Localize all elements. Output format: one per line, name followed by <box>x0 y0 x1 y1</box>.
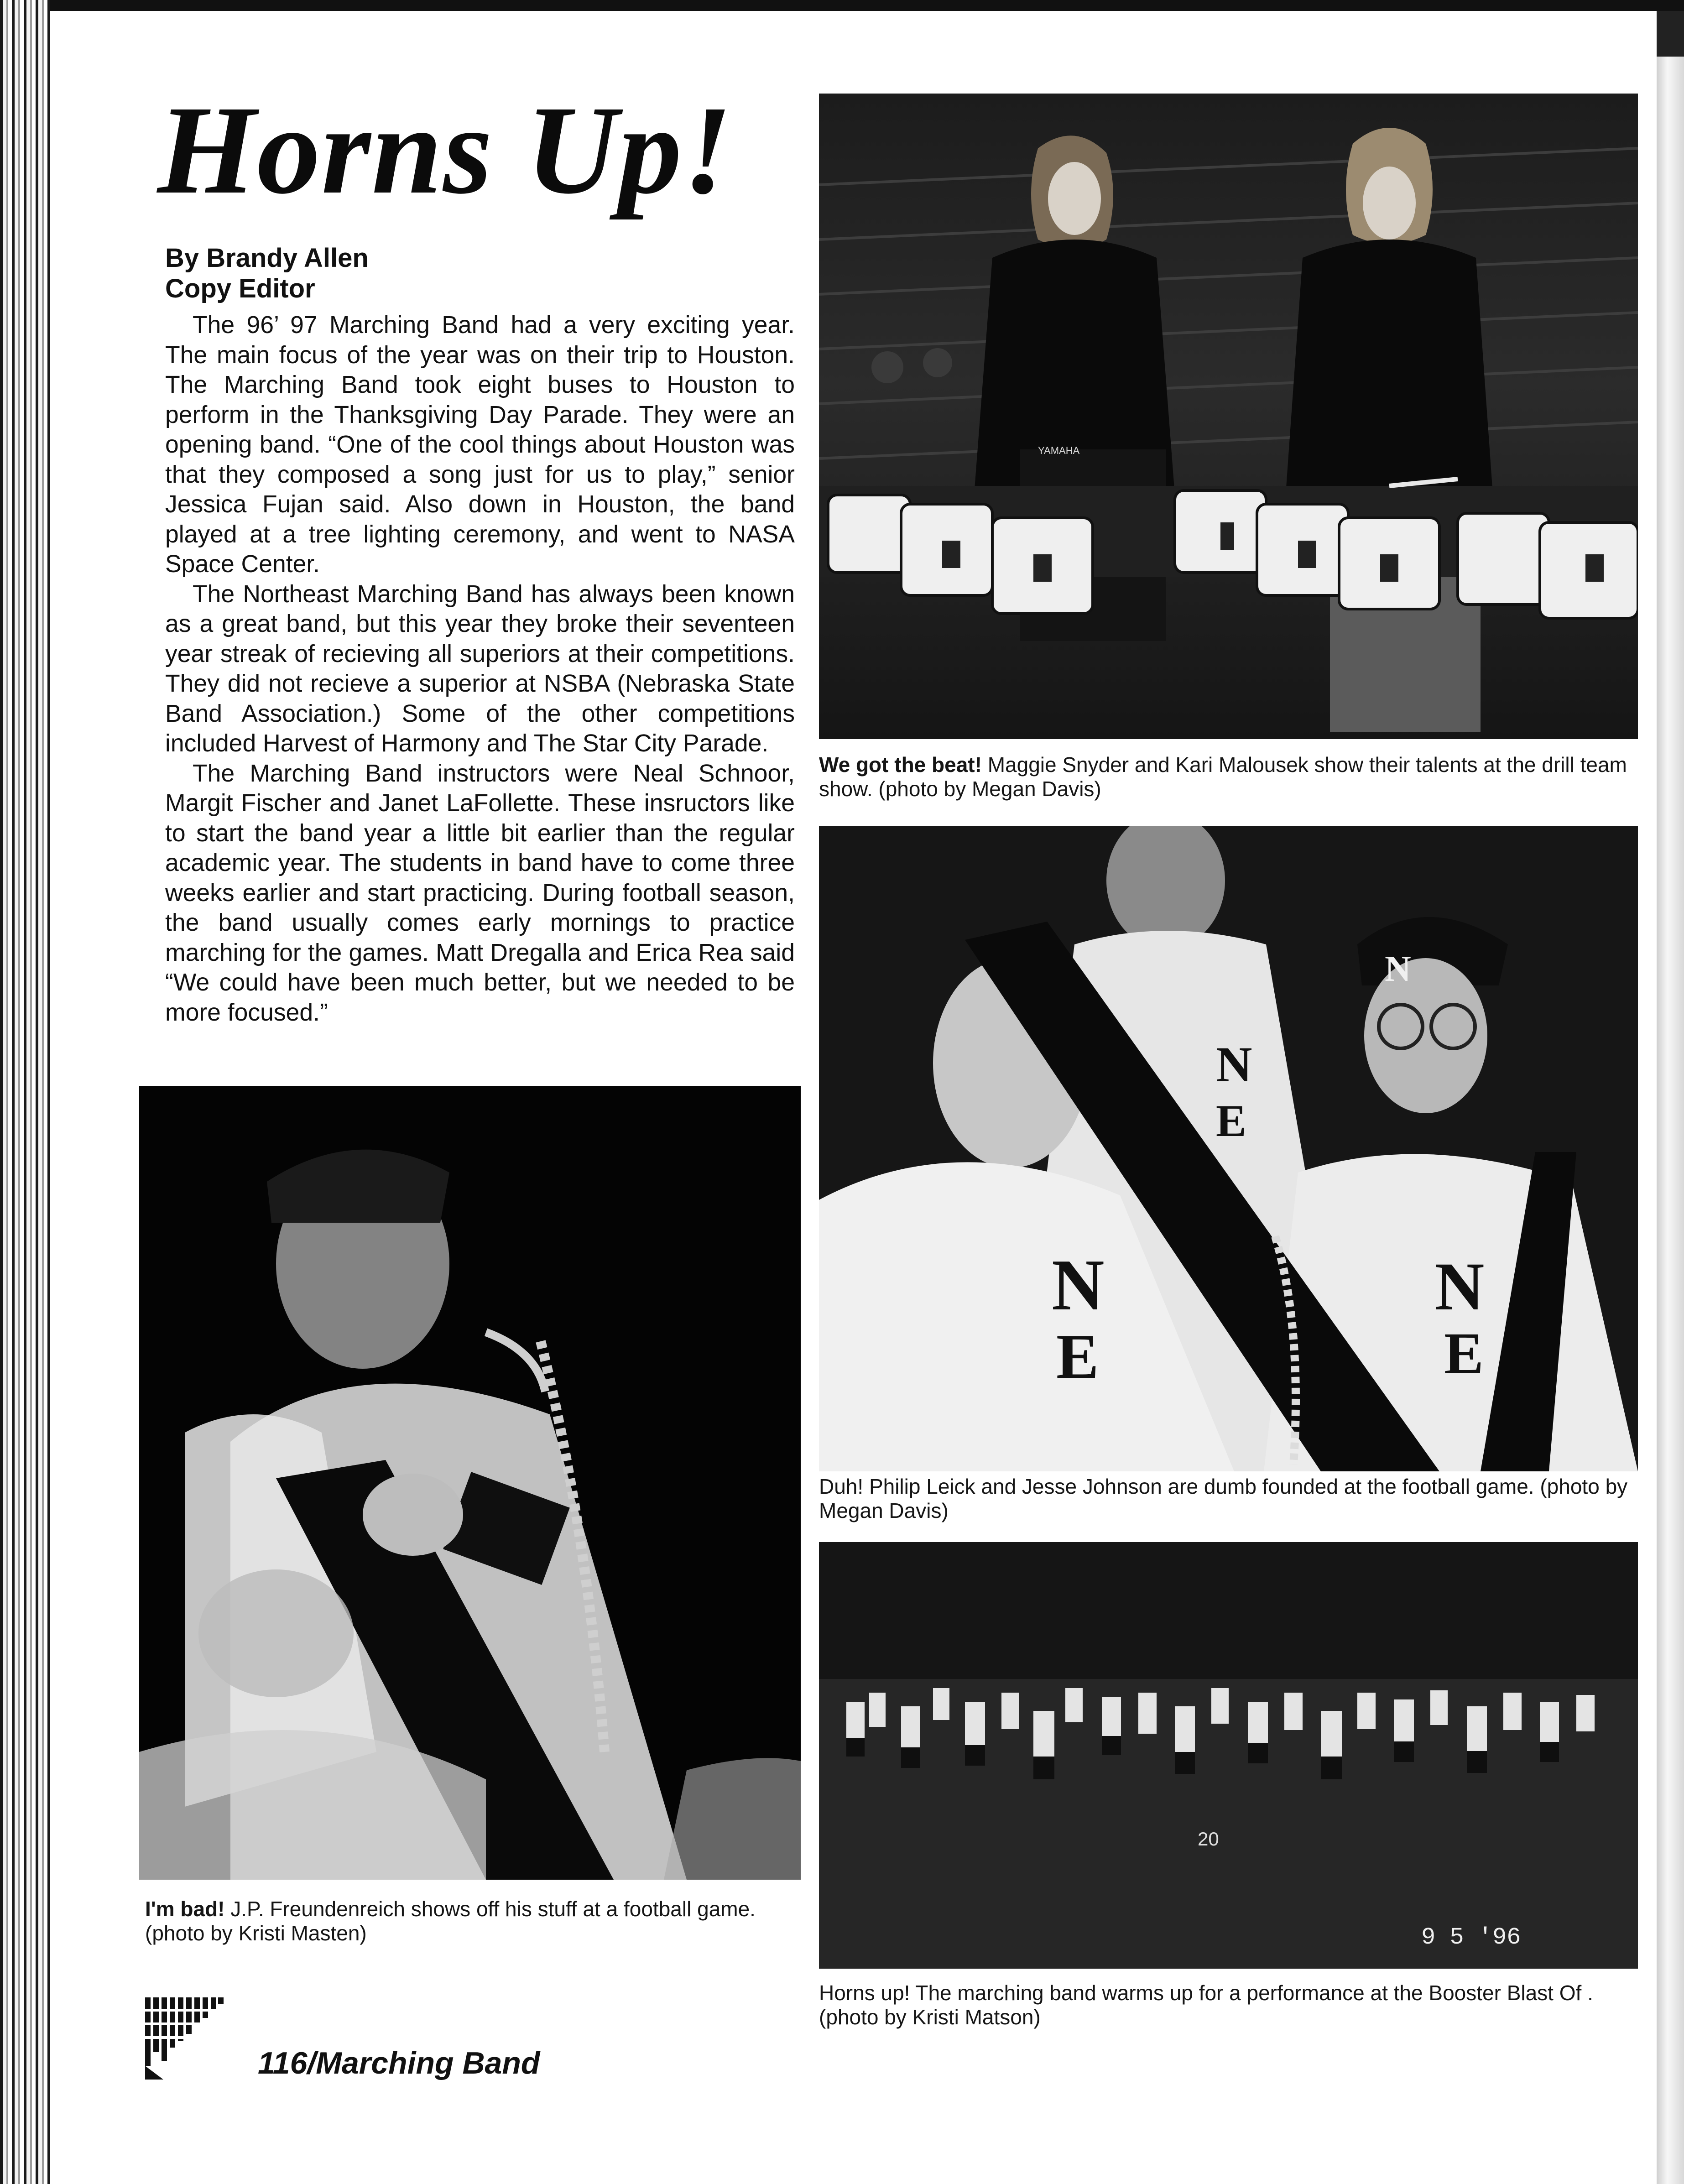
photo-marching-field <box>819 1542 1638 1969</box>
page-folio: 116/Marching Band <box>258 2046 540 2080</box>
drum-brand-text: YAMAHA <box>1038 445 1080 456</box>
byline-author: By Brandy Allen <box>165 243 369 273</box>
uniform-letter: E <box>1216 1095 1246 1146</box>
yearbook-logo-icon <box>145 1997 225 2080</box>
caption-text: Horns up! The marching band warms up for a performance at the Booster Blast Of . (photo by Kristi Matson) <box>819 1981 1593 2029</box>
bleachers <box>819 148 1638 459</box>
uniform-letter: E <box>1056 1321 1099 1392</box>
article-paragraph: The Marching Band instructors were Neal Schnoor, Margit Fischer and Janet LaFollette. These insructors like to start the band year a little bit earlier than the regular academic year. The students in band have to come three weeks earlier and start practicing. During football season, the band usually comes early mornings to practice marching for the games. Matt Dregalla and Erica Rea said “We could have been much better, but we needed to be more focused.” <box>165 760 795 1026</box>
page-right-edge <box>1657 11 1684 2184</box>
photo-drum-major <box>139 1086 801 1880</box>
page-right-edge-shadow <box>1657 11 1684 57</box>
yard-marker: 20 <box>1198 1828 1219 1850</box>
page-title: Horns Up! <box>157 80 733 220</box>
photo-drumline-image <box>819 94 1638 739</box>
article-body <box>165 310 795 1027</box>
cap-letter: N <box>1385 949 1411 989</box>
caption-marching-field <box>819 1981 1640 2029</box>
photo-drum-major-image <box>139 1086 801 1880</box>
byline-role: Copy Editor <box>165 274 315 303</box>
uniform-letter: N <box>1435 1249 1485 1324</box>
caption-band-members <box>819 1475 1640 1523</box>
caption-text: Duh! Philip Leick and Jesse Johnson are dumb founded at the football game. (photo by Megan Davis) <box>819 1475 1628 1522</box>
caption-lead: I'm bad! <box>145 1897 225 1921</box>
drum-row <box>819 445 1638 618</box>
article-paragraph: The 96’ 97 Marching Band had a very exciting year. The main focus of the year was on their trip to Houston. The Marching Band took eight buses to Houston to perform in the Thanksgiving Day Parade. They were an opening band. “One of the cool things about Houston was that they composed a song just for us to play,” senior Jessica Fujan said. Also down in Houston, the band played at a tree lighting ceremony, and went to NASA Space Center. <box>165 312 795 578</box>
article-paragraph: The Northeast Marching Band has always been known as a great band, but this year they broke their seventeen year streak of recieving all superiors at their competitions. They did not recieve a superior at NSBA (Nebraska State Band Association.) Some of the other competitions included Harvest of Harmony and The Star City Parade. <box>165 580 795 757</box>
photo-band-members <box>819 826 1638 1471</box>
photo-drumline <box>819 94 1638 739</box>
photo-band-members-image <box>819 826 1638 1471</box>
caption-drum-major <box>145 1897 807 1945</box>
caption-text: J.P. Freundenreich shows off his stuff at a football game. (photo by Kristi Masten) <box>145 1897 756 1945</box>
caption-text: Maggie Snyder and Kari Malousek show their talents at the drill team show. (photo by Megan Davis) <box>819 753 1627 801</box>
photo-marching-field-image <box>819 1542 1638 1969</box>
date-stamp: 9 5 '96 <box>1421 1924 1521 1951</box>
uniform-letter: N <box>1052 1244 1105 1325</box>
caption-drumline <box>819 753 1640 801</box>
uniform-letter: N <box>1216 1037 1252 1092</box>
uniform-letter: E <box>1444 1321 1484 1387</box>
caption-lead: We got the beat! <box>819 753 982 777</box>
book-binding-edge <box>0 0 50 2184</box>
page-top-edge <box>50 0 1684 11</box>
